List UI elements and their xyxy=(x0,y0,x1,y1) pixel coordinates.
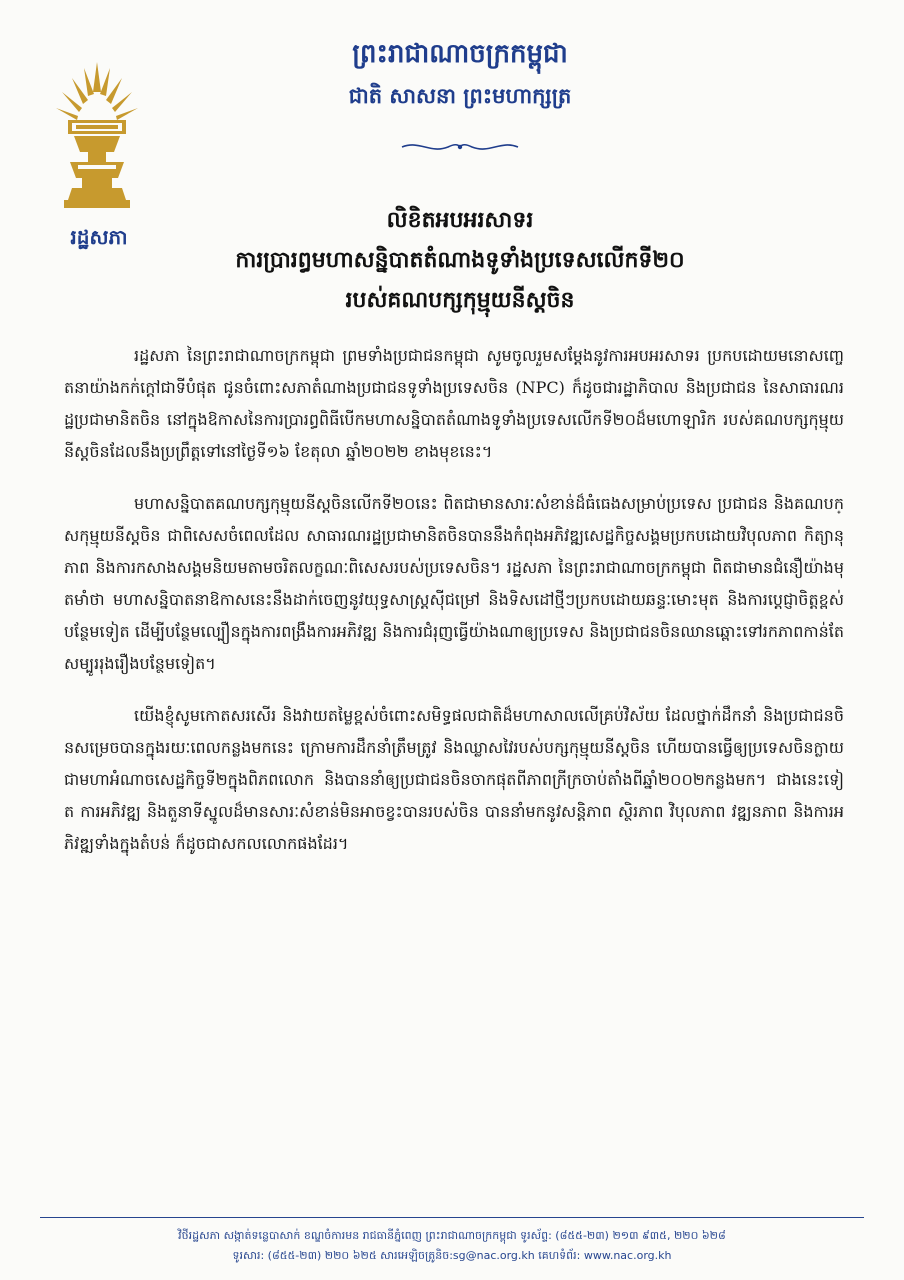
letterhead-heading xyxy=(260,40,660,108)
title-line-2: ការប្រារព្ធមហាសន្និបាតតំណាងទូទាំងប្រទេសលើកទី២០ xyxy=(235,247,685,273)
letter-body xyxy=(64,340,844,880)
national-assembly-emblem-icon xyxy=(54,62,140,212)
footer-fax-email-web: ទូរសារ: (៨៥៥-២៣) ២២០ ៦២៥ សារអេឡិចត្រូនិច:sg@nac.org.kh គេហទំព័រ: www.nac.org.kh xyxy=(232,1249,672,1262)
paragraph-2: មហាសន្និបាតគណបក្សកុម្មុយនីស្តចិនលើកទី២០នេះ ពិតជាមានសារៈសំខាន់ដ៏ធំធេងសម្រាប់ប្រទេស ប្រជាជន និងគណបក្សកុម្មុយនីស្តចិន ជាពិសេសចំពេលដែល សាធារណរដ្ឋប្រជាមានិតចិនបាននឹងកំពុងអភិវឌ្ឍសេដ្ឋកិច្ចសង្គមប្រកបដោយវិបុលភាព កិត្យានុភាព និងការកសាងសង្គមនិយមតាមចរិតលក្ខណៈពិសេសរបស់ប្រទេសចិន។ រដ្ឋសភា នៃព្រះរាជាណាចក្រកម្ពុជា ពិតជាមានជំនឿយ៉ាងមុតមាំថា មហាសន្និបាតនាឱកាសនេះនឹងដាក់ចេញនូវយុទ្ធសាស្ត្រស៊ីជម្រៅ និងទិសដៅថ្មីៗប្រកបដោយឆន្ទៈមោះមុត និងការប្តេជ្ញាចិត្តខ្ពស់បន្ថែមទៀត ដើម្បីបន្ថែមល្បឿនក្នុងការពង្រឹងការអភិវឌ្ឍ និងការជំរុញធ្វើយ៉ាងណាឲ្យប្រទេស និងប្រជាជនចិនឈានឆ្ពោះទៅរកភាពកាន់តែសម្បូររុងរឿងបន្ថែមទៀត។ xyxy=(64,494,844,673)
paragraph-1: រដ្ឋសភា នៃព្រះរាជាណាចក្រកម្ពុជា ព្រមទាំងប្រជាជនកម្ពុជា សូមចូលរួមសម្តែងនូវការអបអរសាទរ ប្រកបដោយមនោសញ្ចេតនាយ៉ាងកក់ក្តៅជាទីបំផុត ជូនចំពោះសភាតំណាងប្រជាជនទូទាំងប្រទេសចិន (NPC) ក៏ដូចជារដ្ឋាភិបាល និងប្រជាជន នៃសាធារណរដ្ឋប្រជាមានិតចិន នៅក្នុងឱកាសនៃការប្រារព្ធពិធីបើកមហាសន្និបាតតំណាងទូទាំងប្រទេសលើកទី២០ដ៏មហោឡារិក របស់គណបក្សកុម្មុយនីស្តចិនដែលនឹងប្រព្រឹត្តទៅនៅថ្ងៃទី១៦ ខែតុលា ឆ្នាំ២០២២ ខាងមុខនេះ។ xyxy=(64,346,844,461)
kingdom-name: ព្រះរាជាណាចក្រកម្ពុជា xyxy=(352,39,568,69)
footer-address: វិថីរដ្ឋសភា សង្កាត់ទន្លេបាសាក់ ខណ្ឌចំការមន រាជធានីភ្នំពេញ ព្រះរាជាណាចក្រកម្ពុជា ទូរស័ព្ទ: (៨៥៥-២៣) ២១៣ ៩៣៥, ២២០ ៦២៨ xyxy=(178,1229,726,1242)
title-line-1: លិខិតអបអរសាទរ xyxy=(386,207,534,233)
footer-divider xyxy=(40,1217,864,1218)
title-line-3: របស់គណបក្សកុម្មុយនីស្តចិន xyxy=(345,287,575,313)
footer-contact xyxy=(60,1226,844,1266)
ornament-divider-icon xyxy=(400,140,520,154)
national-motto: ជាតិ សាសនា ព្រះមហាក្សត្រ xyxy=(348,82,572,108)
paragraph-3: យើងខ្ញុំសូមកោតសរសើរ និងវាយតម្លៃខ្ពស់ចំពោះសមិទ្ធផលជាតិដ៏មហាសាលលើគ្រប់វិស័យ ដែលថ្នាក់ដឹកនាំ និងប្រជាជនចិនសម្រេចបានក្នុងរយៈពេលកន្លងមកនេះ ក្រោមការដឹកនាំត្រឹមត្រូវ និងឈ្លាសវៃរបស់បក្សកុម្មុយនីស្តចិន ហើយបានធ្វើឲ្យប្រទេសចិនក្លាយជាមហាអំណាចសេដ្ឋកិច្ចទី២ក្នុងពិភពលោក និងបាននាំឲ្យប្រជាជនចិនចាកផុតពីភាពក្រីក្រចាប់តាំងពីឆ្នាំ២០០២កន្លងមក។ ជាងនេះទៀត ការអភិវឌ្ឍ និងតួនាទីស្នូលដ៏មានសារៈសំខាន់មិនអាចខ្វះបានរបស់ចិន បាននាំមកនូវសន្តិភាព ស្ថិរភាព វិបុលភាព វឌ្ឍនភាព និងការអភិវឌ្ឍទាំងក្នុងតំបន់ ក៏ដូចជាសកលលោកផងដែរ។ xyxy=(64,706,845,853)
document-title xyxy=(140,200,780,320)
emblem-caption: រដ្ឋសភា xyxy=(70,225,128,249)
